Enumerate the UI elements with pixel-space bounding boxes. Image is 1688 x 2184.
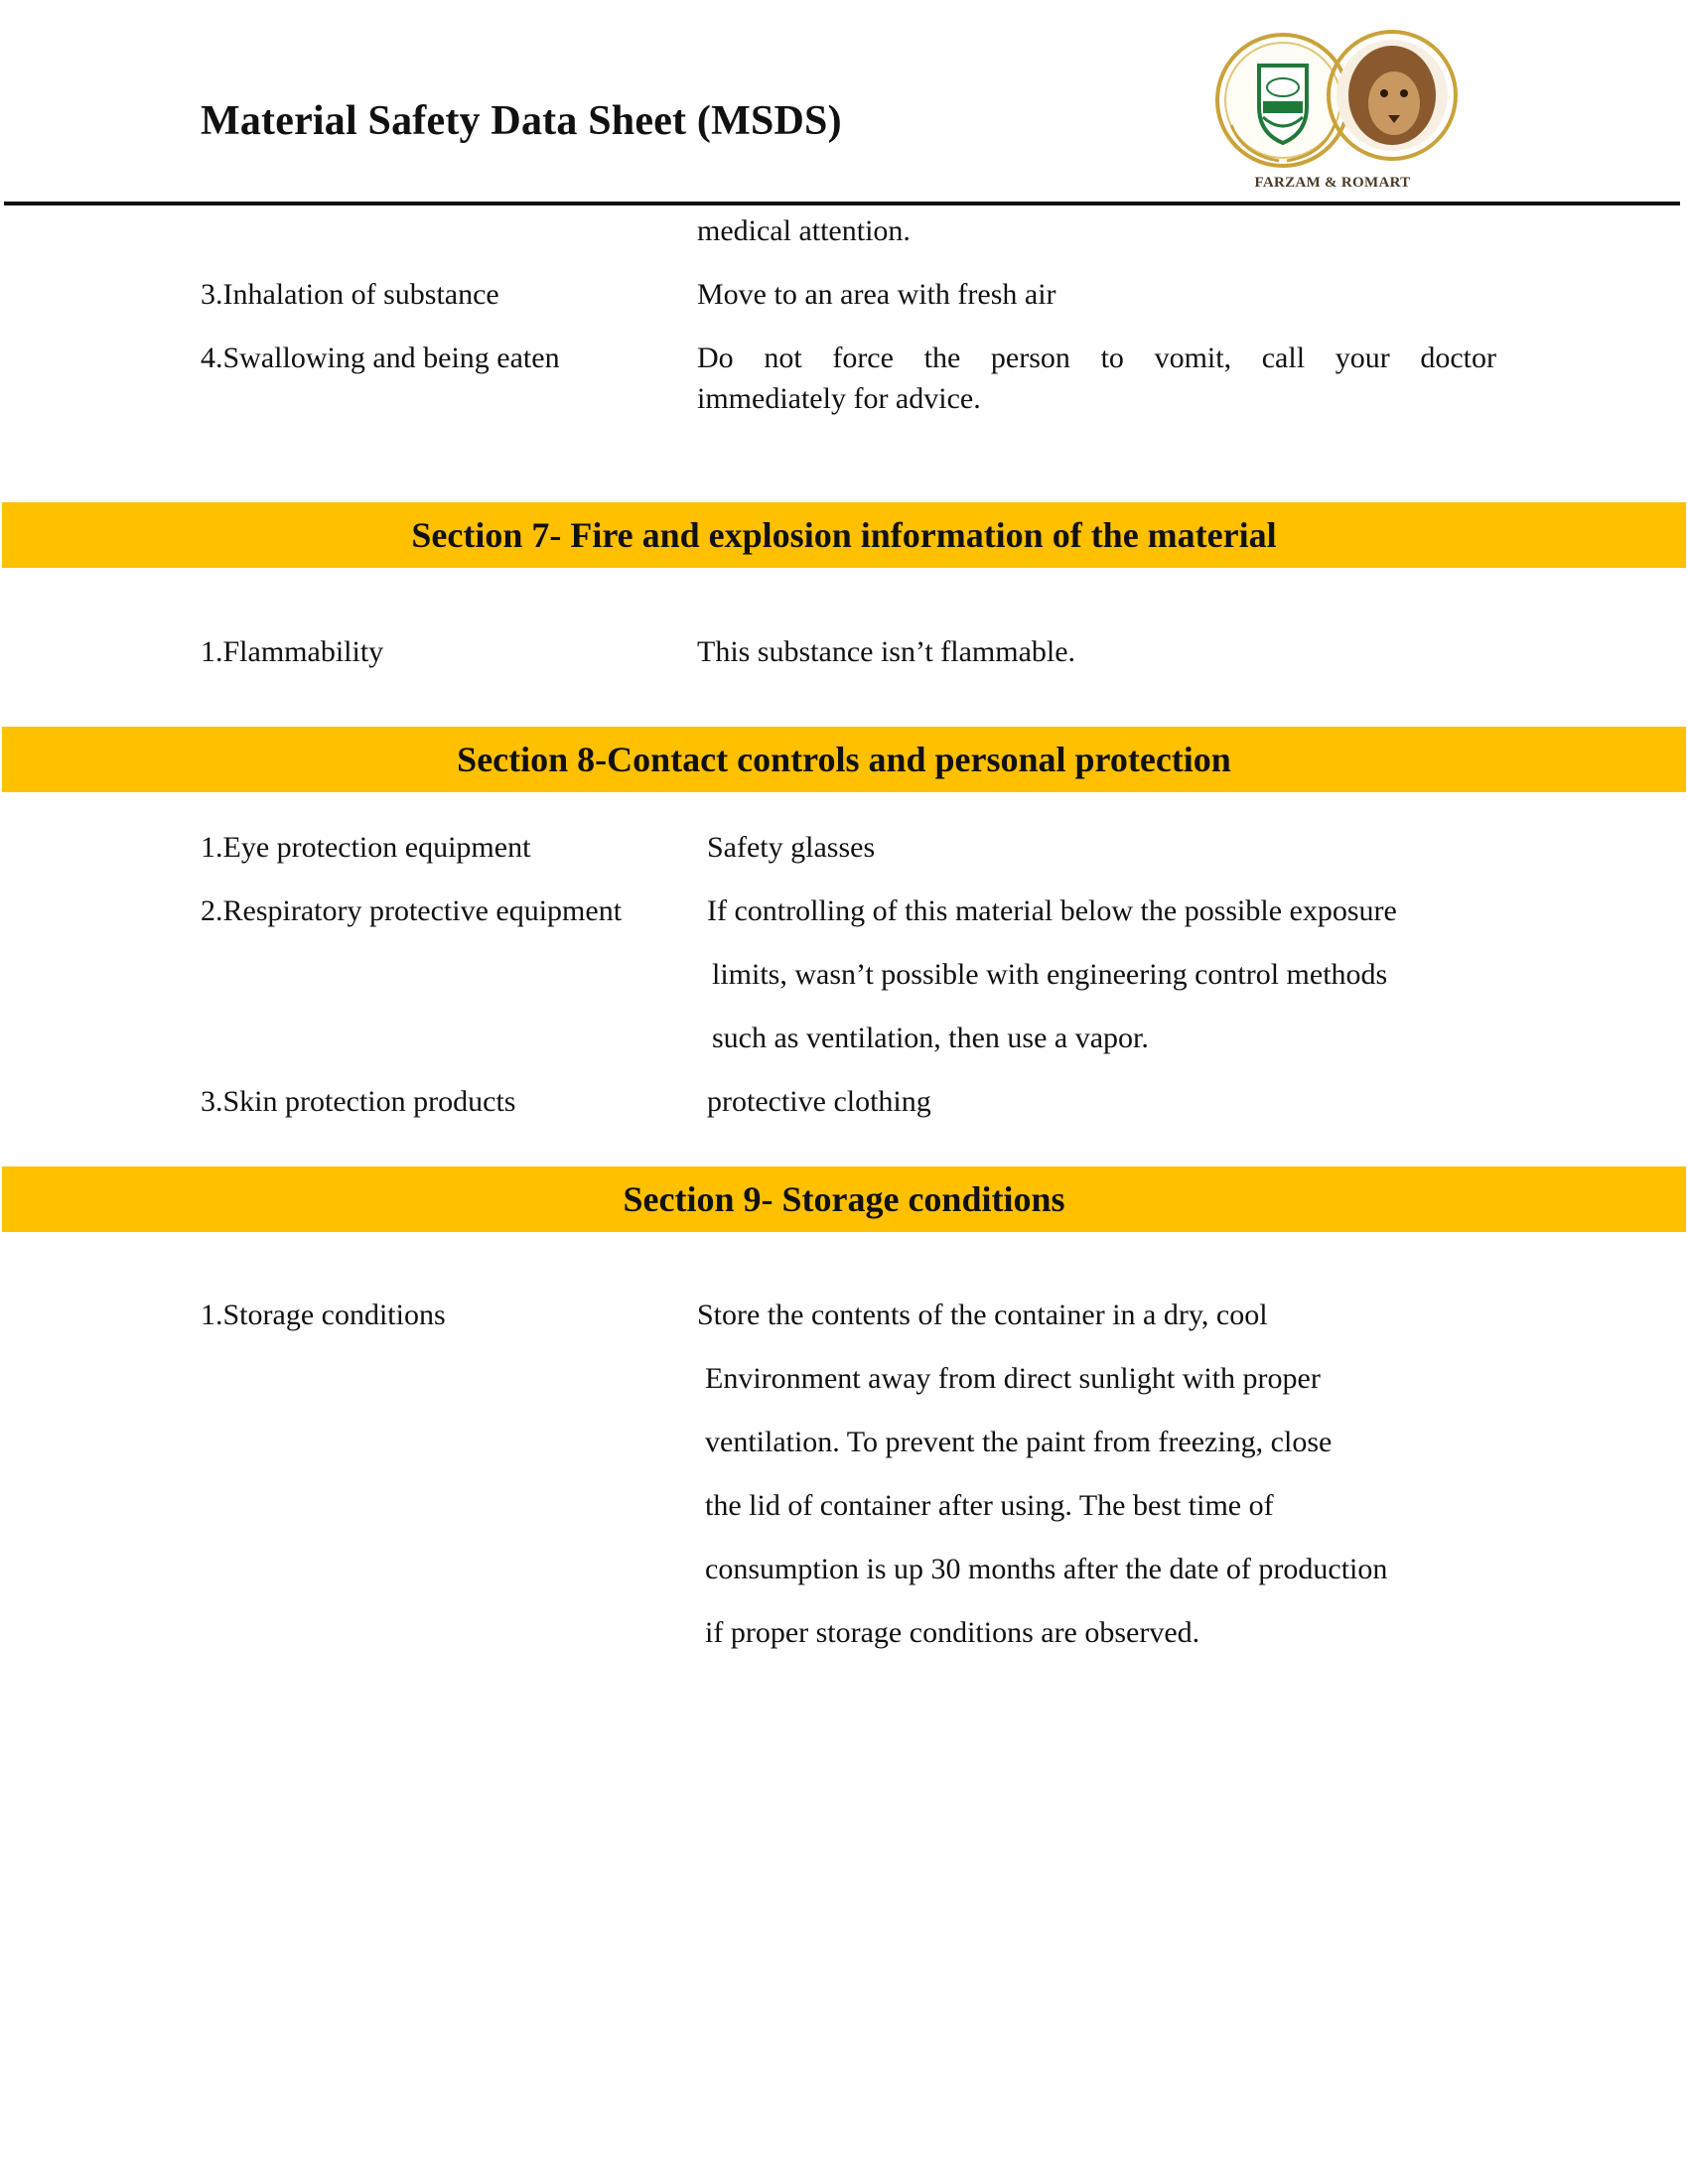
row-value-line: Store the contents of the container in a dry, cool — [697, 1298, 1268, 1331]
header-rule — [4, 202, 1680, 205]
row-label: 1.Storage conditions — [201, 1298, 446, 1331]
row-value-line: If controlling of this material below the possible exposure — [707, 894, 1397, 927]
row-label: 3.Inhalation of substance — [201, 278, 499, 311]
row-value-line: such as ventilation, then use a vapor. — [712, 1022, 1149, 1054]
row-value-line: consumption is up 30 months after the date of production — [705, 1553, 1388, 1585]
row-value: Move to an area with fresh air — [697, 278, 1056, 311]
row-value-line: the lid of container after using. The best time of — [705, 1489, 1274, 1522]
row-label: 1.Eye protection equipment — [201, 831, 531, 864]
continuation-text: medical attention. — [697, 214, 911, 247]
row-value: This substance isn’t flammable. — [697, 635, 1076, 668]
row-label: 2.Respiratory protective equipment — [201, 894, 623, 927]
row-value-line: Environment away from direct sunlight with proper — [705, 1362, 1321, 1395]
row-value-line: ventilation. To prevent the paint from freezing, close — [705, 1426, 1333, 1458]
section-heading: Section 8-Contact controls and personal protection — [2, 727, 1686, 792]
company-logo — [1203, 16, 1462, 195]
row-label: 4.Swallowing and being eaten — [201, 341, 560, 374]
row-label: 3.Skin protection products — [201, 1085, 516, 1118]
row-value: protective clothing — [707, 1085, 931, 1118]
row-value: Do not force the person to vomit, call your doctor — [697, 341, 1496, 374]
row-value-line: if proper storage conditions are observed. — [705, 1616, 1200, 1649]
section-heading: Section 7- Fire and explosion information of the material — [2, 502, 1686, 568]
page-title: Material Safety Data Sheet (MSDS) — [201, 98, 842, 144]
row-value-cont: immediately for advice. — [697, 382, 981, 415]
row-value: Safety glasses — [707, 831, 876, 864]
section-heading: Section 9- Storage conditions — [2, 1166, 1686, 1232]
logo-caption: FARZAM & ROMART — [1254, 175, 1411, 191]
row-label: 1.Flammability — [201, 635, 384, 668]
row-value-line: limits, wasn’t possible with engineering control methods — [712, 958, 1388, 991]
